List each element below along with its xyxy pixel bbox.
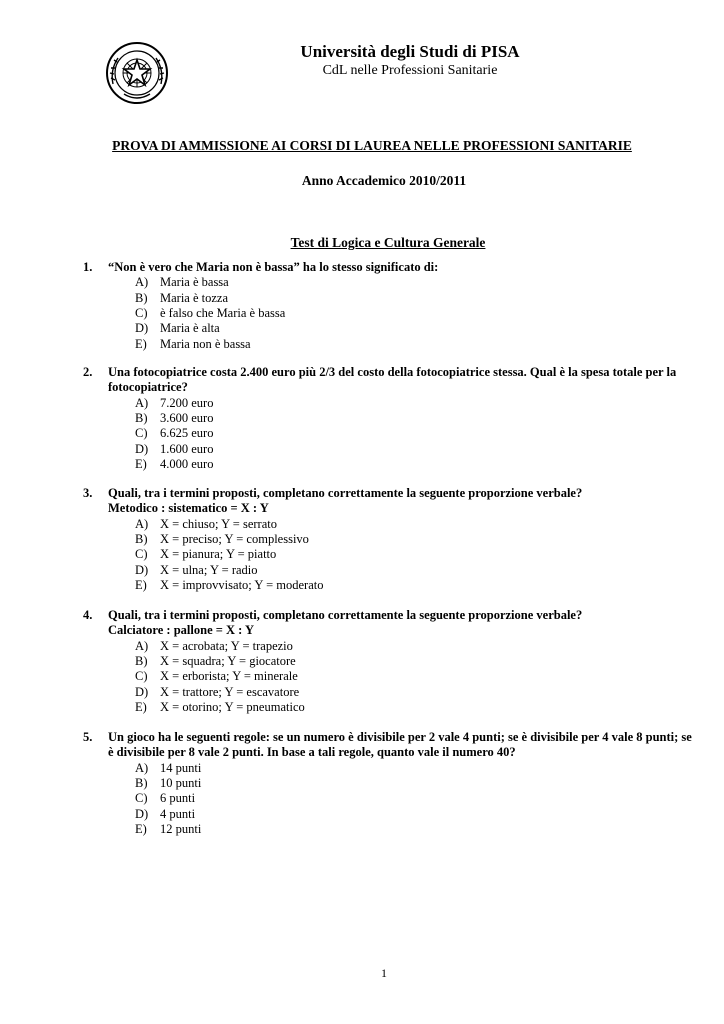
question-proportion: Metodico : sistematico = X : Y	[108, 501, 269, 516]
option-text: X = trattore; Y = escavatore	[160, 684, 300, 699]
option-a	[135, 517, 693, 532]
option-a	[135, 275, 693, 290]
option-e	[135, 578, 693, 593]
option-e	[135, 700, 693, 715]
option-text: Maria è bassa	[160, 275, 229, 290]
option-letter: D)	[135, 321, 149, 336]
option-letter: E)	[135, 457, 147, 471]
option-text: 3.600 euro	[160, 411, 214, 426]
course-name: CdL nelle Professioni Sanitarie	[322, 63, 498, 78]
option-text: X = otorino; Y = pneumatico	[160, 700, 305, 714]
question-text: “Non è vero che Maria non è bassa” ha lo stesso significato di:	[108, 260, 439, 274]
question-text: Quali, tra i termini proposti, completano correttamente la seguente proporzione verbale?	[108, 486, 583, 500]
option-letter: B)	[135, 290, 148, 305]
question-number: 1.	[83, 260, 93, 274]
option-text: X = ulna; Y = radio	[160, 562, 258, 577]
question-number: 3.	[83, 486, 93, 500]
option-b	[135, 654, 693, 669]
option-letter: E)	[135, 700, 147, 714]
option-letter: A)	[135, 638, 149, 653]
option-letter: A)	[135, 516, 149, 531]
option-letter: C)	[135, 547, 148, 562]
option-text: 1.600 euro	[160, 441, 214, 456]
option-text: 14 punti	[160, 760, 202, 775]
option-c	[135, 669, 693, 684]
option-d	[135, 563, 693, 578]
options-list	[83, 396, 693, 472]
university-name: Università degli Studi di PISA	[300, 42, 520, 61]
option-c	[135, 791, 693, 806]
option-text: X = squadra; Y = giocatore	[160, 654, 296, 669]
question-2	[83, 365, 693, 472]
option-text: 4.000 euro	[160, 457, 214, 471]
exam-title: PROVA DI AMMISSIONE AI CORSI DI LAUREA NELLE PROFESSIONI SANITARIE	[112, 138, 632, 153]
option-text: Maria non è bassa	[160, 336, 251, 351]
option-letter: C)	[135, 306, 148, 320]
option-text: X = acrobata; Y = trapezio	[160, 638, 293, 653]
option-text: X = improvvisato; Y = moderato	[160, 578, 324, 592]
republic-emblem-icon	[104, 40, 170, 106]
option-text: 7.200 euro	[160, 395, 214, 410]
question-text: Una fotocopiatrice costa 2.400 euro più 2/3 del costo della fotocopiatrice stessa. Qual è la spesa totale per la fotocopiatrice?	[108, 365, 677, 395]
option-letter: E)	[135, 336, 147, 351]
option-d	[135, 685, 693, 700]
option-text: Maria è tozza	[160, 290, 229, 305]
question-1	[83, 260, 693, 352]
question-number: 4.	[83, 608, 93, 622]
option-text: X = preciso; Y = complessivo	[160, 532, 309, 547]
option-e	[135, 457, 693, 472]
test-title: Test di Logica e Cultura Generale	[290, 235, 486, 250]
question-proportion: Calciatore : pallone = X : Y	[108, 623, 254, 638]
option-text: 6.625 euro	[160, 426, 214, 441]
option-letter: B)	[135, 532, 148, 547]
option-text: è falso che Maria è bassa	[160, 306, 286, 320]
option-letter: B)	[135, 654, 148, 669]
option-text: 12 punti	[160, 822, 202, 836]
option-letter: D)	[135, 441, 149, 456]
question-text: Un gioco ha le seguenti regole: se un numero è divisibile per 2 vale 4 punti; se è divisibile per 4 vale 8 punti; se è divisibile per 8 vale 2 punti. In base a tali regole, quanto vale il numero 40?	[108, 730, 692, 760]
university-header	[290, 42, 530, 80]
page-number: 1	[381, 966, 387, 980]
option-text: 4 punti	[160, 806, 196, 821]
option-letter: B)	[135, 776, 148, 791]
option-letter: A)	[135, 395, 149, 410]
option-a	[135, 396, 693, 411]
option-d	[135, 442, 693, 457]
option-letter: E)	[135, 822, 147, 836]
option-letter: C)	[135, 669, 148, 684]
option-text: X = erborista; Y = minerale	[160, 669, 298, 684]
question-3	[83, 486, 693, 593]
option-c	[135, 306, 693, 321]
option-letter: E)	[135, 578, 147, 592]
option-d	[135, 321, 693, 336]
options-list	[83, 275, 693, 351]
option-text: X = chiuso; Y = serrato	[160, 516, 277, 531]
option-b	[135, 532, 693, 547]
question-4	[83, 608, 693, 715]
option-a	[135, 761, 693, 776]
option-letter: D)	[135, 684, 149, 699]
option-text: 10 punti	[160, 776, 202, 791]
option-b	[135, 291, 693, 306]
academic-year: Anno Accademico 2010/2011	[301, 173, 467, 188]
option-letter: C)	[135, 426, 148, 441]
option-letter: A)	[135, 760, 149, 775]
option-b	[135, 776, 693, 791]
question-text: Quali, tra i termini proposti, completano correttamente la seguente proporzione verbale?	[108, 608, 583, 622]
option-d	[135, 807, 693, 822]
option-text: 6 punti	[160, 791, 196, 806]
option-letter: D)	[135, 562, 149, 577]
options-list	[83, 639, 693, 715]
option-c	[135, 547, 693, 562]
options-list	[83, 761, 693, 837]
question-number: 5.	[83, 730, 93, 744]
option-b	[135, 411, 693, 426]
option-e	[135, 822, 693, 837]
options-list	[83, 517, 693, 593]
option-a	[135, 639, 693, 654]
question-5	[83, 730, 693, 837]
option-letter: B)	[135, 411, 148, 426]
option-text: X = pianura; Y = piatto	[160, 547, 277, 562]
option-e	[135, 337, 693, 352]
option-letter: C)	[135, 791, 148, 806]
option-letter: A)	[135, 275, 149, 290]
option-letter: D)	[135, 806, 149, 821]
question-number: 2.	[83, 365, 93, 379]
option-c	[135, 426, 693, 441]
option-text: Maria è alta	[160, 321, 220, 336]
